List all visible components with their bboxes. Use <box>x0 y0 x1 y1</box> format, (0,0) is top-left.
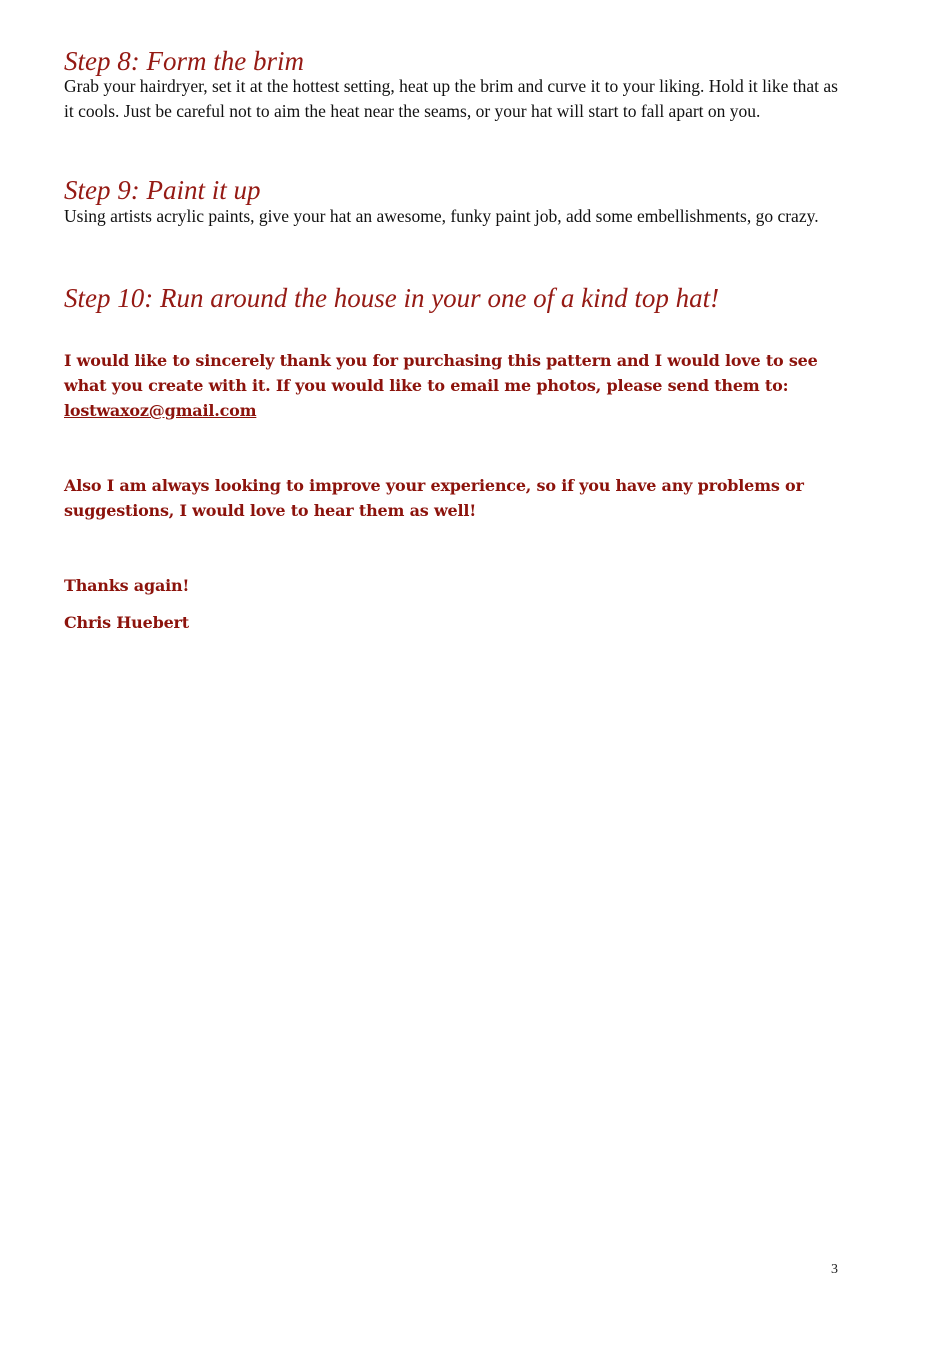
email-link[interactable]: lostwaxoz@gmail.com <box>64 401 257 420</box>
thank-you-note <box>64 348 844 423</box>
step-9-body: Using artists acrylic paints, give your hat an awesome, funky paint job, add some embellishments, go crazy. <box>64 206 819 226</box>
author-signature: Chris Huebert <box>64 613 189 632</box>
thanks-again-text: Thanks again! <box>64 576 190 595</box>
step-10-heading: Step 10: Run around the house in your one of a kind top hat! <box>64 283 720 313</box>
step-8-body: Grab your hairdryer, set it at the hottest setting, heat up the brim and curve it to your liking. Hold it like that as it cools. Just be careful not to aim the heat near the seams, or your hat will start to fall apart on you. <box>64 76 838 121</box>
step-9-heading: Step 9: Paint it up <box>64 175 261 205</box>
page-number: 3 <box>831 1262 838 1277</box>
thank-you-text: I would like to sincerely thank you for purchasing this pattern and I would love to see what you create with it. If you would like to email me photos, please send them to: <box>64 351 818 395</box>
step-8-heading: Step 8: Form the brim <box>64 46 304 76</box>
improvement-note: Also I am always looking to improve your experience, so if you have any problems or suggestions, I would love to hear them as well! <box>64 476 804 520</box>
